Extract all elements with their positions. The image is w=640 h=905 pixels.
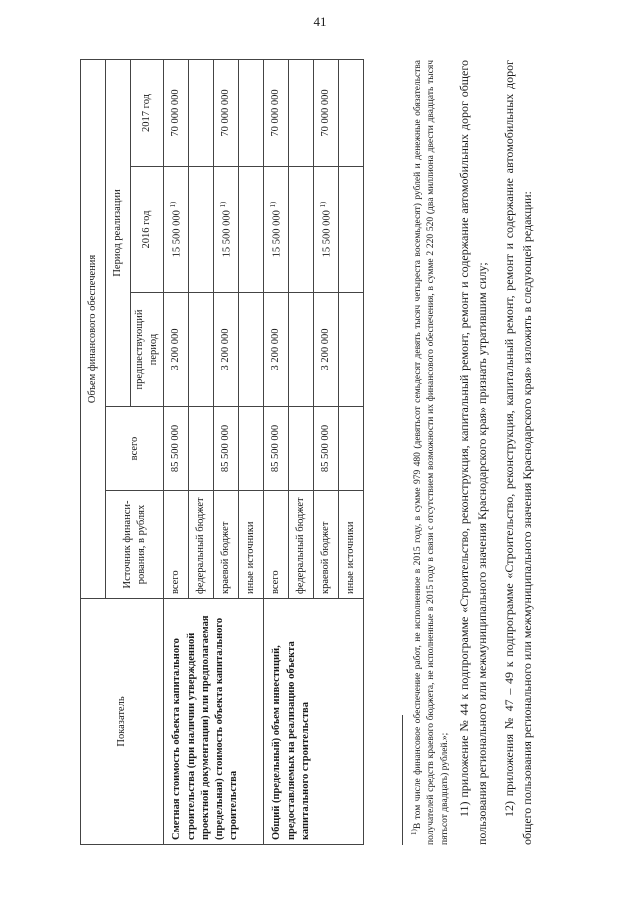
total-cell — [239, 407, 264, 491]
footnote-ref: 1) — [168, 201, 177, 208]
footnote — [410, 60, 452, 845]
y2017-cell — [289, 59, 314, 166]
y2016-value: 15 500 000 — [171, 210, 182, 258]
y2017-cell: 70 000 000 — [314, 59, 339, 166]
prev-cell — [339, 293, 364, 407]
table-row — [264, 59, 289, 844]
source-cell: краевой бюджет — [314, 491, 339, 599]
total-cell: 85 500 000 — [164, 407, 189, 491]
y2017-cell — [189, 59, 214, 166]
paragraph-11: 11) приложение № 44 к подпрограмме «Строительство, реконструкция, капитальный ремонт, ремонт и содержание автомобильных дорог общего пользования регионального или межмуниципального значения Краснодарского края» признать утратившим силу; — [457, 60, 489, 845]
prev-cell — [189, 293, 214, 407]
footnote-divider — [402, 715, 403, 845]
y2016-value: 15 500 000 — [221, 210, 232, 258]
source-cell: иные источники — [339, 491, 364, 599]
source-cell: иные источники — [239, 491, 264, 599]
y2016-cell — [189, 167, 214, 293]
indicator-estimated-cost: Сметная стоимость объекта капитального строительства (при наличии утвержденной проектной документации) или предполагаемая (предельная) стоимость объекта капитального строительства — [164, 599, 264, 845]
y2016-cell — [339, 167, 364, 293]
footnote-mark: 1) — [410, 829, 418, 835]
header-2017: 2017 год — [131, 59, 164, 166]
total-cell: 85 500 000 — [214, 407, 239, 491]
footnote-ref: 1) — [318, 201, 327, 208]
y2016-cell — [214, 167, 239, 293]
y2016-cell — [314, 167, 339, 293]
footnote-ref: 1) — [268, 201, 277, 208]
total-cell — [289, 407, 314, 491]
y2016-cell — [239, 167, 264, 293]
prev-cell: 3 200 000 — [164, 293, 189, 407]
total-cell: 85 500 000 — [264, 407, 289, 491]
y2017-cell: 70 000 000 — [164, 59, 189, 166]
prev-cell: 3 200 000 — [314, 293, 339, 407]
header-row-1 — [81, 59, 106, 844]
prev-cell: 3 200 000 — [214, 293, 239, 407]
y2016-cell — [164, 167, 189, 293]
total-cell — [189, 407, 214, 491]
rotated-content — [80, 60, 555, 845]
header-indicator: Показатель — [81, 599, 164, 845]
header-2016: 2016 год — [131, 167, 164, 293]
header-funding-volume: Объем финансового обеспечения — [81, 59, 106, 598]
header-period: Период реализации — [106, 59, 131, 406]
header-prev-period: предшествующий период — [131, 293, 164, 407]
source-cell: краевой бюджет — [214, 491, 239, 599]
prev-cell: 3 200 000 — [264, 293, 289, 407]
y2017-cell — [239, 59, 264, 166]
y2017-cell — [339, 59, 364, 166]
header-sources: Источник финанси-рования, в рублях — [106, 491, 164, 599]
y2016-value: 15 500 000 — [321, 210, 332, 258]
table-row — [164, 59, 189, 844]
source-cell: федеральный бюджет — [289, 491, 314, 599]
y2016-cell — [264, 167, 289, 293]
y2016-value: 15 500 000 — [271, 210, 282, 258]
paragraph-12: 12) приложения № 47 – 49 к подпрограмме «Строительство, реконструкция, капитальный ремонт, ремонт и содержание автомобильных дорог общего пользования регионального или межмуниципального значения Краснодарского края» изложить в следующей редакции: — [502, 60, 534, 845]
header-total: всего — [106, 407, 164, 491]
funding-table — [80, 59, 364, 845]
indicator-total-investment: Общий (предельный) объем инвестиций, предоставляемых на реализацию объекта капитального строительства — [264, 599, 364, 845]
prev-cell — [289, 293, 314, 407]
total-cell — [339, 407, 364, 491]
source-cell: всего — [264, 491, 289, 599]
footnote-ref: 1) — [218, 201, 227, 208]
source-cell: федеральный бюджет — [189, 491, 214, 599]
footnote-text: В том числе финансовое обеспечение работ, не исполненное в 2015 году, в сумме 979 480 (девятьсот семьдесят девять тысяч четыреста восемьдесят) рублей и денежные обязательства получателей средств краевого бюджета, не исполненные в 2015 году в связи с отсутствием возможности их финансового обеспечения, в сумме 2 220 520 (два миллиона двести двадцать тысяч пятьсот двадцать) рублей.»; — [413, 60, 450, 845]
y2017-cell: 70 000 000 — [214, 59, 239, 166]
prev-cell — [239, 293, 264, 407]
source-cell: всего — [164, 491, 189, 599]
page-number: 41 — [313, 14, 327, 29]
total-cell: 85 500 000 — [314, 407, 339, 491]
y2017-cell: 70 000 000 — [264, 59, 289, 166]
y2016-cell — [289, 167, 314, 293]
